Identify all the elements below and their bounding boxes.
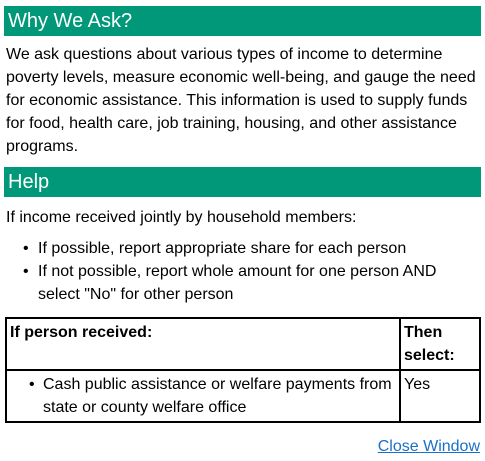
answer-table: [5, 317, 481, 423]
why-we-ask-text: We ask questions about various types of income to determine poverty levels, measure economic well-being, and gauge the need for economic assistance. This information is used to supply funds for food, health care, job training, housing, and other assistance programs.: [6, 46, 476, 155]
column-header-received: If person received:: [6, 318, 400, 370]
list-item-text: If possible, report appropriate share for each person: [38, 240, 407, 257]
bullet-icon: •: [29, 376, 35, 393]
table-cell-received-text: Cash public assistance or welfare payments from state or county welfare office: [43, 376, 392, 416]
close-window-link[interactable]: Close Window: [377, 438, 480, 455]
help-bullet-list: [23, 237, 463, 306]
help-intro-text: If income received jointly by household members:: [6, 209, 357, 226]
help-header: Help: [4, 167, 481, 197]
list-item: [23, 260, 463, 306]
table-cell-select: Yes: [400, 370, 480, 422]
list-item-text: If not possible, report whole amount for one person AND select "No" for other person: [38, 263, 437, 303]
bullet-icon: •: [23, 263, 29, 280]
bullet-icon: •: [23, 240, 29, 257]
column-header-select: Then select:: [400, 318, 480, 370]
list-item: [23, 237, 463, 260]
table-row: [6, 370, 480, 422]
why-we-ask-header: Why We Ask?: [4, 6, 481, 36]
table-header-row: [6, 318, 480, 370]
table-cell-received: [6, 370, 400, 422]
